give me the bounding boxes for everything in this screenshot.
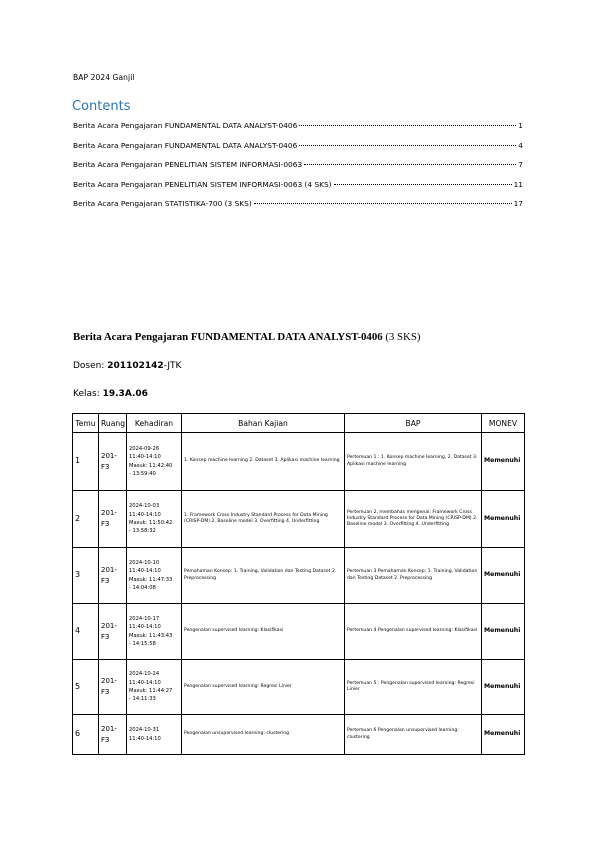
cell-bap: Pertemuan 6 Pengenalan unsupervised learning: clustering [345, 715, 482, 755]
cell-bahan-kajian: Pemahaman Konsep: 1. Training, Validation dan Testing Dataset 2. Preprocessing [182, 548, 345, 604]
toc-leader-dots [304, 164, 516, 165]
document-header: BAP 2024 Ganjil [73, 73, 135, 82]
table-row [73, 660, 525, 715]
cell-kehadiran [127, 548, 182, 604]
cell-bahan-kajian: Pengenalan supervised learning: Regresi Linier [182, 660, 345, 715]
toc-entry[interactable] [73, 160, 523, 180]
table-row [73, 604, 525, 660]
cell-ruang: 201-F3 [99, 433, 127, 491]
table-row [73, 548, 525, 604]
toc-entry[interactable] [73, 199, 523, 219]
cell-temu: 4 [73, 604, 99, 660]
kehadiran-checkout: - 13:59:40 [129, 470, 156, 477]
section-sks: (3 SKS) [385, 331, 421, 343]
toc-entry-title: Berita Acara Pengajaran PENELITIAN SISTEM INFORMASI-0063 (4 SKS) [73, 179, 332, 189]
dosen-line [73, 361, 181, 371]
cell-temu: 3 [73, 548, 99, 604]
cell-kehadiran [127, 604, 182, 660]
cell-bap: Pertemuan 5 : Pengenalan supervised learning: Regresi Linier [345, 660, 482, 715]
cell-ruang: 201-F3 [99, 660, 127, 715]
header-monev: MONEV [482, 414, 525, 433]
toc-entry[interactable] [73, 180, 523, 200]
table-row [73, 715, 525, 755]
cell-kehadiran [127, 715, 182, 755]
toc-leader-dots [299, 145, 516, 146]
cell-kehadiran [127, 433, 182, 491]
dosen-label: Dosen: [73, 361, 105, 371]
table-row [73, 491, 525, 548]
section-title-text: Berita Acara Pengajaran FUNDAMENTAL DATA ANALYST-0406 [73, 331, 383, 343]
kelas-line [73, 389, 148, 399]
toc-entry-page: 1 [518, 121, 523, 130]
kelas-label: Kelas: [73, 389, 100, 399]
contents-heading: Contents [72, 99, 131, 114]
cell-bap: Pertemuan 2, membahas mengenai: Framework Cross Industry Standard Process for Data Mining (CRISP-DM) 2. Baseline model 3. Overfitting 4. Underfitting [345, 491, 482, 548]
table-header-row [73, 414, 525, 433]
toc-leader-dots [299, 125, 516, 126]
toc-entry-page: 7 [518, 160, 523, 170]
kehadiran-date: 2024-10-17 [129, 615, 160, 622]
kehadiran-checkout: - 13:58:32 [129, 528, 156, 535]
cell-ruang: 201-F3 [99, 604, 127, 660]
toc-entry-page: 17 [513, 199, 523, 209]
toc-entry[interactable] [73, 121, 523, 141]
cell-temu: 1 [73, 433, 99, 491]
cell-temu: 2 [73, 491, 99, 548]
section-title [73, 331, 420, 343]
kehadiran-checkout: - 14:11:33 [129, 696, 156, 703]
kehadiran-schedule: 11:40-14:10 [129, 679, 161, 686]
kehadiran-date: 2024-09-26 [129, 445, 160, 452]
toc-entry-title: Berita Acara Pengajaran STATISTIKA-700 (3 SKS) [73, 199, 252, 209]
toc-leader-dots [254, 203, 512, 204]
cell-monev: Memenuhi [482, 604, 525, 660]
kehadiran-checkout: - 14:04:08 [129, 584, 156, 591]
toc-entry-page: 11 [513, 179, 523, 189]
kelas-value: 19.3A.06 [102, 389, 148, 399]
kehadiran-schedule: 11:40-14:10 [129, 511, 161, 518]
cell-temu: 5 [73, 660, 99, 715]
toc-entry-title: Berita Acara Pengajaran FUNDAMENTAL DATA ANALYST-0406 [73, 140, 298, 150]
cell-bahan-kajian: Pengenalan unsupervised learning: clustering [182, 715, 345, 755]
cell-bahan-kajian: Pengenalan supervised learning: Klasifikasi [182, 604, 345, 660]
toc-entry-title: Berita Acara Pengajaran PENELITIAN SISTEM INFORMASI-0063 [73, 160, 303, 170]
cell-bahan-kajian: 1. Konsep machine learning 2. Dataset 3. Aplikasi machine learning [182, 433, 345, 491]
cell-bahan-kajian: 1. Framework Cross Industry Standard Process for Data Mining (CRISP-DM) 2. Baseline model 3. Overfitting 4. Underfitting [182, 491, 345, 548]
table-of-contents [73, 121, 523, 219]
cell-kehadiran [127, 491, 182, 548]
kehadiran-schedule: 11:40-14:10 [129, 735, 161, 742]
kehadiran-schedule: 11:40-14:10 [129, 454, 161, 461]
bap-table [72, 413, 525, 755]
header-temu: Temu [73, 414, 99, 433]
cell-monev: Memenuhi [482, 548, 525, 604]
kehadiran-schedule: 11:40-14:10 [129, 624, 161, 631]
dosen-value: 201102142 [107, 361, 164, 371]
table-row [73, 433, 525, 491]
header-bap: BAP [345, 414, 482, 433]
cell-bap: Pertemuan 1 : 1. Konsep machine learning, 2. Dataset 3. Aplikasi machine learning [345, 433, 482, 491]
toc-entry[interactable] [73, 141, 523, 161]
toc-entry-title: Berita Acara Pengajaran FUNDAMENTAL DATA ANALYST-0406 [73, 121, 298, 130]
cell-ruang: 201-F3 [99, 715, 127, 755]
cell-ruang: 201-F3 [99, 491, 127, 548]
cell-monev: Memenuhi [482, 433, 525, 491]
kehadiran-date: 2024-10-31 [129, 727, 160, 734]
kehadiran-checkin: Masuk: 11:44:27 [129, 688, 173, 694]
header-bahan-kajian: Bahan Kajian [182, 414, 345, 433]
kehadiran-date: 2024-10-03 [129, 503, 160, 510]
cell-bap: Pertemuan 3 Pemahaman Konsep: 1. Training, Validation dan Testing Dataset 2. Preprocessing [345, 548, 482, 604]
kehadiran-checkin: Masuk: 11:43:43 [129, 632, 173, 639]
kehadiran-date: 2024-10-10 [129, 559, 160, 566]
dosen-suffix: -JTK [163, 361, 182, 371]
cell-monev: Memenuhi [482, 660, 525, 715]
cell-kehadiran [127, 660, 182, 715]
toc-entry-page: 4 [518, 140, 523, 150]
cell-monev: Memenuhi [482, 491, 525, 548]
kehadiran-checkin: Masuk: 11:50:42 [129, 520, 173, 526]
header-ruang: Ruang [99, 414, 127, 433]
cell-temu: 6 [73, 715, 99, 755]
kehadiran-date: 2024-10-24 [129, 671, 160, 678]
header-kehadiran: Kehadiran [127, 414, 182, 433]
cell-ruang: 201-F3 [99, 548, 127, 604]
kehadiran-checkout: - 14:15:58 [129, 640, 156, 647]
cell-monev: Memenuhi [482, 715, 525, 755]
kehadiran-schedule: 11:40-14:10 [129, 568, 161, 575]
toc-leader-dots [334, 184, 512, 185]
cell-bap: Pertemuan 4 Pengenalan supervised learning: Klasifikasi [345, 604, 482, 660]
kehadiran-checkin: Masuk: 11:47:33 [129, 576, 173, 583]
kehadiran-checkin: Masuk: 11:42:40 [129, 462, 173, 469]
